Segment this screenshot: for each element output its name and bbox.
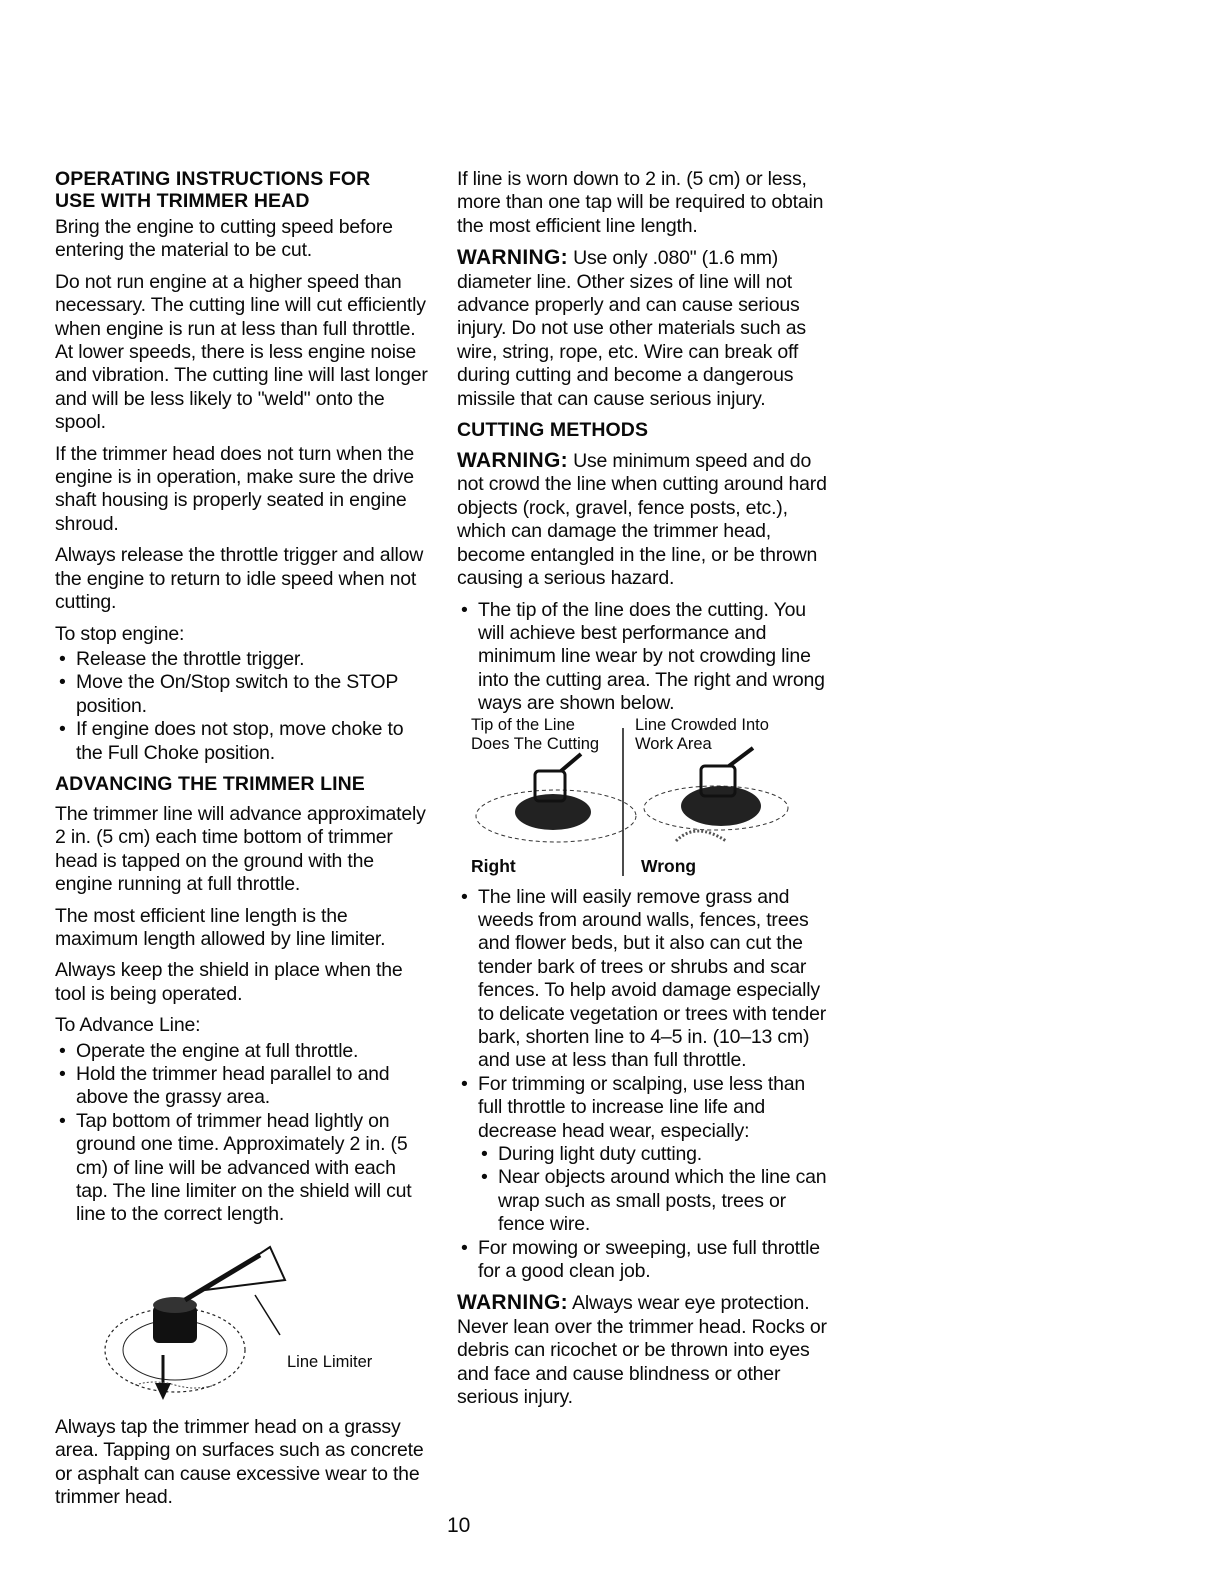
warning-text: Use only .080" (1.6 mm) diameter line. Other sizes of line will not advance properly and can cause serious injury. Do not use other materials such as wire, string, rope, etc. Wire can break off during cutting and become a dangerous missile that can cause serious injury. xyxy=(457,247,806,410)
list-item: • The tip of the line does the cutting. You will achieve best performance and minimum line wear by not crowding line into the cutting area. The right and wrong ways are shown below. xyxy=(457,599,832,716)
cutting-tip-list xyxy=(457,599,832,716)
list-item: • For trimming or scalping, use less than full throttle to increase line life and decrease head wear, especially: xyxy=(457,1073,832,1143)
wrong-caption-1: Line Crowded Into xyxy=(635,715,769,734)
line-limiter-label: Line Limiter xyxy=(287,1352,373,1371)
right-label: Right xyxy=(471,855,516,876)
page-number: 10 xyxy=(447,1514,471,1537)
warning-line-diameter xyxy=(457,246,832,411)
heading-line-2: USE WITH TRIMMER HEAD xyxy=(55,190,310,212)
stop-engine-intro: To stop engine: xyxy=(55,622,185,645)
paragraph-worn-line: If line is worn down to 2 in. (5 cm) or less, more than one tap will be required to obtain the most efficient line length. xyxy=(457,168,824,237)
paragraph-engine-speed: Do not run engine at a higher speed than necessary. The cutting line will cut efficiently when engine is run at less than full throttle. At lower speeds, there is less engine noise and vibration. The cutting line will last longer and will be less likely to "weld" onto the spool. xyxy=(55,270,428,434)
cutting-methods-list xyxy=(457,886,832,1143)
advance-line-list xyxy=(55,1040,430,1227)
list-item: • For mowing or sweeping, use full throttle for a good clean job. xyxy=(457,1237,832,1284)
trimmer-head-illustration xyxy=(55,1235,385,1410)
trimming-sub-list xyxy=(477,1143,832,1237)
mowing-list xyxy=(457,1237,832,1284)
heading-cutting-methods: CUTTING METHODS xyxy=(457,419,649,442)
heading-line-1: OPERATING INSTRUCTIONS FOR xyxy=(55,168,371,190)
heading-operating-instructions xyxy=(55,168,430,212)
list-item: • Operate the engine at full throttle. xyxy=(55,1040,430,1063)
wrong-caption-2: Work Area xyxy=(635,734,712,753)
left-column xyxy=(55,168,430,1517)
warning-label: WARNING: xyxy=(457,246,568,270)
heading-advancing-line: ADVANCING THE TRIMMER LINE xyxy=(55,772,365,795)
paragraph-cutting-speed: Bring the engine to cutting speed before entering the material to be cut. xyxy=(55,216,393,262)
paragraph-tap-grassy-area: Always tap the trimmer head on a grassy area. Tapping on surfaces such as concrete or asphalt can cause excessive wear to the trimmer head. xyxy=(55,1415,424,1509)
list-item: • Near objects around which the line can wrap such as small posts, trees or fence wire. xyxy=(477,1166,832,1236)
list-item: • The line will easily remove grass and weeds from around walls, fences, trees and flower beds, but it also can cut the tender bark of trees or shrubs and scar fences. To help avoid damage especially to delicate vegetation or trees with tender bark, shorten line to 4–5 in. (10–13 cm) and use at less than full throttle. xyxy=(457,886,832,1073)
warning-text: Always wear eye protection. Never lean over the trimmer head. Rocks or debris can ricochet or be thrown into eyes and face and cause blindness or other serious injury. xyxy=(457,1292,827,1409)
warning-text: Use minimum speed and do not crowd the line when cutting around hard objects (rock, gravel, fence posts, etc.), which can damage the trimmer head, become entangled in the line, or be thrown causing a serious hazard. xyxy=(457,450,827,590)
right-caption-1: Tip of the Line xyxy=(471,715,575,734)
right-column xyxy=(457,168,832,1417)
paragraph-shield: Always keep the shield in place when the tool is being operated. xyxy=(55,959,403,1005)
paragraph-head-not-turning: If the trimmer head does not turn when the engine is in operation, make sure the drive shaft housing is properly seated in engine shroud. xyxy=(55,442,415,535)
list-item: • Tap bottom of trimmer head lightly on ground one time. Approximately 2 in. (5 cm) of line will be advanced with each tap. The line limiter on the shield will cut line to the correct length. xyxy=(55,1110,430,1227)
right-caption-2: Does The Cutting xyxy=(471,734,600,753)
list-item: • During light duty cutting. xyxy=(477,1143,832,1166)
paragraph-efficient-length: The most efficient line length is the maximum length allowed by line limiter. xyxy=(55,904,386,950)
advance-line-intro: To Advance Line: xyxy=(55,1014,201,1037)
list-item: • Hold the trimmer head parallel to and above the grassy area. xyxy=(55,1063,430,1110)
right-wrong-figure xyxy=(471,716,832,886)
list-item: • If engine does not stop, move choke to the Full Choke position. xyxy=(55,718,430,765)
paragraph-advance-amount: The trimmer line will advance approximately 2 in. (5 cm) each time bottom of trimmer head is tapped on the ground with the engine running at full throttle. xyxy=(55,802,426,896)
paragraph-release-throttle: Always release the throttle trigger and allow the engine to return to idle speed when not cutting. xyxy=(55,544,424,614)
warning-label: WARNING: xyxy=(457,1291,568,1315)
warning-label: WARNING: xyxy=(457,449,568,473)
wrong-label: Wrong xyxy=(641,855,697,876)
warning-eye-protection xyxy=(457,1291,832,1409)
warning-minimum-speed xyxy=(457,449,832,590)
list-item: • Move the On/Stop switch to the STOP position. xyxy=(55,671,430,718)
list-item: • Release the throttle trigger. xyxy=(55,648,430,671)
stop-engine-list xyxy=(55,648,430,765)
line-limiter-figure xyxy=(55,1235,430,1410)
